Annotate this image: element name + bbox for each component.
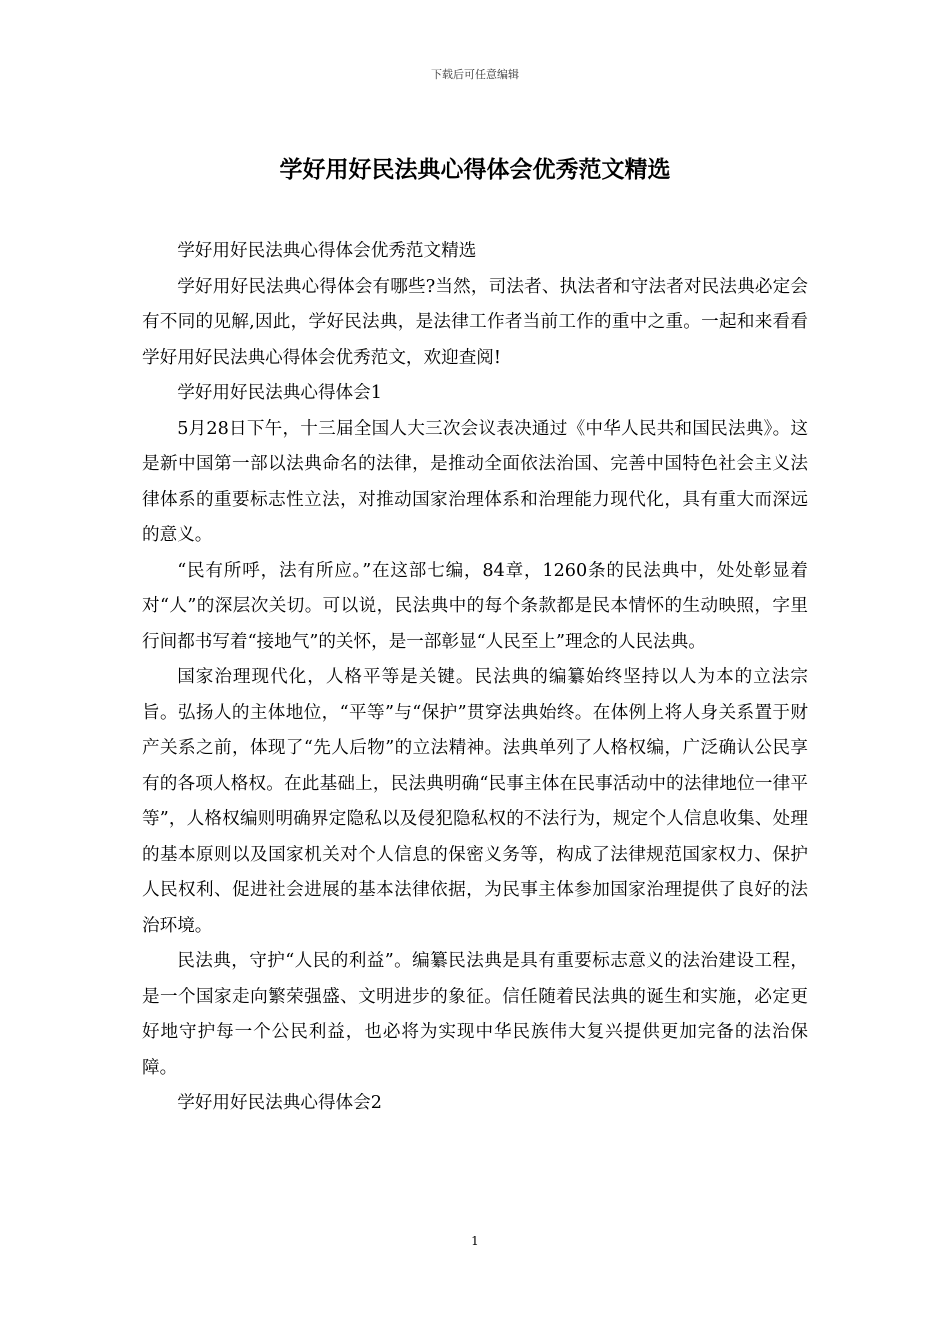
section-heading-2: 学好用好民法典心得体会2 <box>177 1093 382 1113</box>
paragraph: 5月28日下午，十三届全国人大三次会议表决通过《中华人民共和国民法典》。这是新中国第一部以法典命名的法律，是推动全面依法治国、完善中国特色社会主义法律体系的重要标志性立法，对推动国家治理体系和治理能力现代化，具有重大而深远的意义。 <box>142 418 808 545</box>
paragraph: 国家治理现代化，人格平等是关键。民法典的编纂始终坚持以人为本的立法宗旨。弘扬人的主体地位，“平等”与“保护”贯穿法典始终。在体例上将人身关系置于财产关系之前，体现了“先人后物”的立法精神。法典单列了人格权编，广泛确认公民享有的各项人格权。在此基础上，民法典明确“民事主体在民事活动中的法律地位一律平等”，人格权编则明确界定隐私以及侵犯隐私权的不法行为，规定个人信息收集、处理的基本原则以及国家机关对个人信息的保密义务等，构成了法律规范国家权力、保护人民权利、促进社会进展的基本法律依据，为民事主体参加国家治理提供了良好的法治环境。 <box>142 667 808 936</box>
page-header: 下载后可任意编辑 <box>431 68 519 81</box>
document-body <box>142 234 808 1122</box>
paragraph: “民有所呼，法有所应。”在这部七编，84章，1260条的民法典中，处处彰显着对“人”的深层次关切。可以说，民法典中的每个条款都是民本情怀的生动映照，字里行间都书写着“接地气”的关怀，是一部彰显“人民至上”理念的人民法典。 <box>142 560 808 652</box>
page-number: 1 <box>471 1234 479 1248</box>
paragraph-subtitle: 学好用好民法典心得体会优秀范文精选 <box>177 241 477 261</box>
paragraph-intro: 学好用好民法典心得体会有哪些?当然，司法者、执法者和守法者对民法典必定会有不同的见解,因此，学好民法典，是法律工作者当前工作的重中之重。一起和来看看学好用好民法典心得体会优秀范文，欢迎查阅! <box>142 276 808 368</box>
section-heading-1: 学好用好民法典心得体会1 <box>177 383 382 403</box>
document-title: 学好用好民法典心得体会优秀范文精选 <box>279 156 671 183</box>
paragraph: 民法典，守护“人民的利益”。编纂民法典是具有重要标志意义的法治建设工程，是一个国家走向繁荣强盛、文明进步的象征。信任随着民法典的诞生和实施，必定更好地守护每一个公民利益，也必将为实现中华民族伟大复兴提供更加完备的法治保障。 <box>142 951 808 1078</box>
